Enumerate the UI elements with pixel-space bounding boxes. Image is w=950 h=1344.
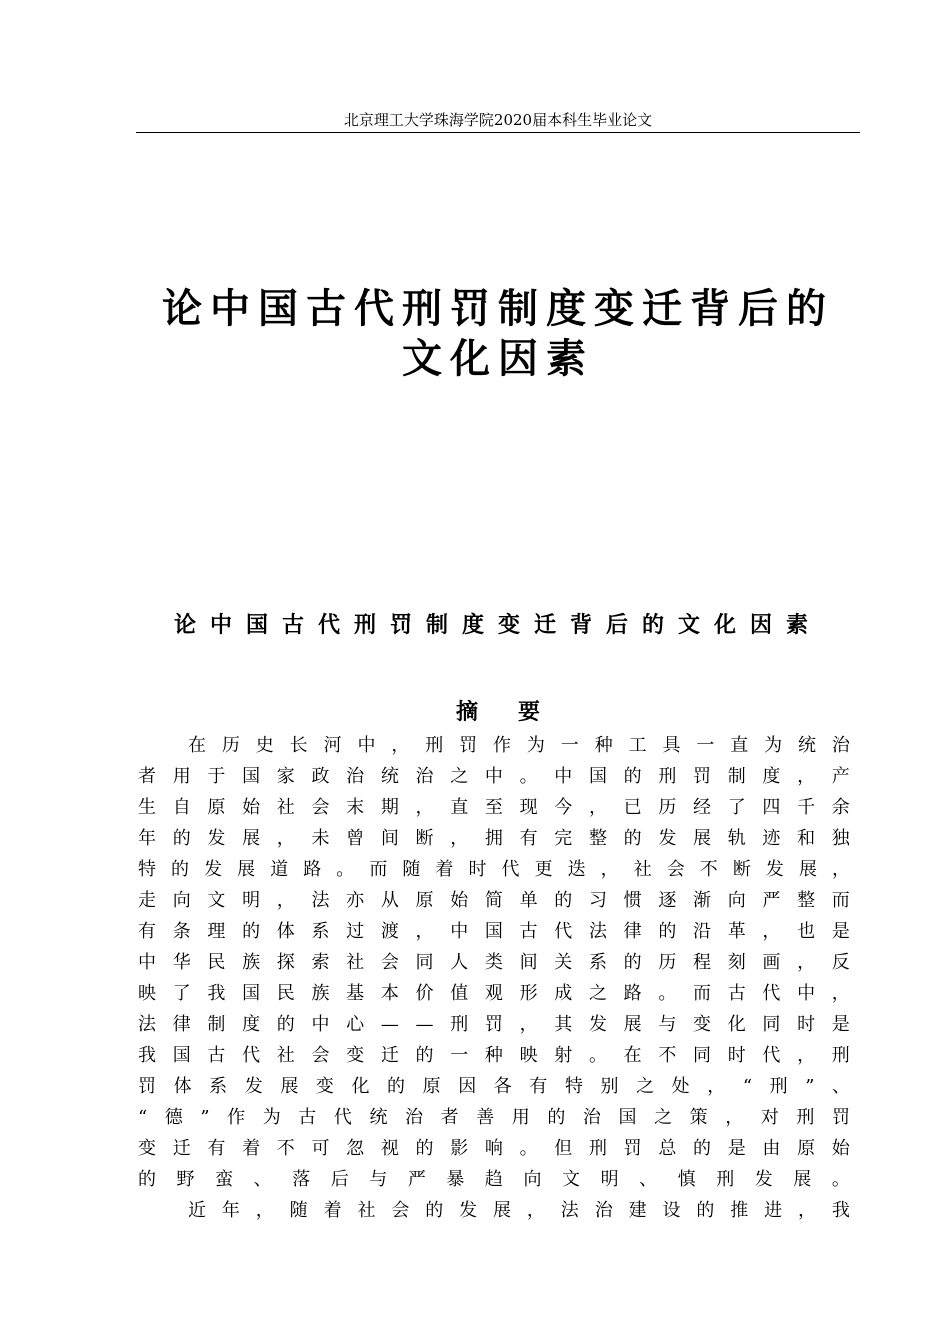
header-rule [136, 132, 860, 133]
abstract-line: 变 迁 有 着 不 可 忽 视 的 影 响 。 但 刑 罚 总 的 是 由 原 始 [138, 1138, 850, 1159]
abstract-line: 生 自 原 始 社 会 末 期 ， 直 至 现 今 ， 已 历 经 了 四 千 余 [138, 797, 850, 818]
abstract-line: 的 野 蛮 、 落 后 与 严 暴 趋 向 文 明 、 慎 刑 发 展 。 [138, 1169, 850, 1190]
abstract-line: 近 年 ， 随 着 社 会 的 发 展 ， 法 治 建 设 的 推 进 ， 我 [188, 1200, 850, 1221]
abstract-line: 在 历 史 长 河 中 ， 刑 罚 作 为 一 种 工 具 一 直 为 统 治 [188, 735, 850, 756]
abstract-body [138, 730, 850, 1226]
abstract-line: “ 德 ” 作 为 古 代 统 治 者 善 用 的 治 国 之 策 ， 对 刑 罚 [138, 1107, 850, 1128]
abstract-line: 者 用 于 国 家 政 治 统 治 之 中 。 中 国 的 刑 罚 制 度 ， 产 [138, 766, 850, 787]
abstract-line: 映 了 我 国 民 族 基 本 价 值 观 形 成 之 路 。 而 古 代 中 ， [138, 983, 850, 1004]
abstract-line: 法 律 制 度 的 中 心 — — 刑 罚 ， 其 发 展 与 变 化 同 时 是 [138, 1014, 850, 1035]
abstract-heading-text: 摘要 [455, 700, 580, 725]
abstract-line: 走 向 文 明 ， 法 亦 从 原 始 简 单 的 习 惯 逐 渐 向 严 整 而 [138, 890, 850, 911]
abstract-heading [136, 698, 860, 728]
abstract-line: 我 国 古 代 社 会 变 迁 的 一 种 映 射 。 在 不 同 时 代 ， 刑 [138, 1045, 850, 1066]
thesis-title [120, 284, 876, 384]
thesis-title-line-2: 文化因素 [402, 336, 594, 382]
abstract-line: 有 条 理 的 体 系 过 渡 ， 中 国 古 代 法 律 的 沿 革 ， 也 是 [138, 921, 850, 942]
abstract-line: 罚 体 系 发 展 变 化 的 原 因 各 有 特 别 之 处 ， “ 刑 ” 、 [138, 1076, 850, 1097]
abstract-line: 特 的 发 展 道 路 。 而 随 着 时 代 更 迭 ， 社 会 不 断 发 展 ， [138, 859, 850, 880]
running-header: 北京理工大学珠海学院2020届本科生毕业论文 [343, 111, 653, 129]
abstract-line: 中 华 民 族 探 索 社 会 同 人 类 间 关 系 的 历 程 刻 画 ， 反 [138, 952, 850, 973]
thesis-title-line-1: 论中国古代刑罚制度变迁背后的 [162, 286, 834, 332]
abstract-line: 年 的 发 展 ， 未 曾 间 断 ， 拥 有 完 整 的 发 展 轨 迹 和 独 [138, 828, 850, 849]
thesis-subtitle: 论中国古代刑罚制度变迁背后的文化因素 [173, 613, 822, 638]
